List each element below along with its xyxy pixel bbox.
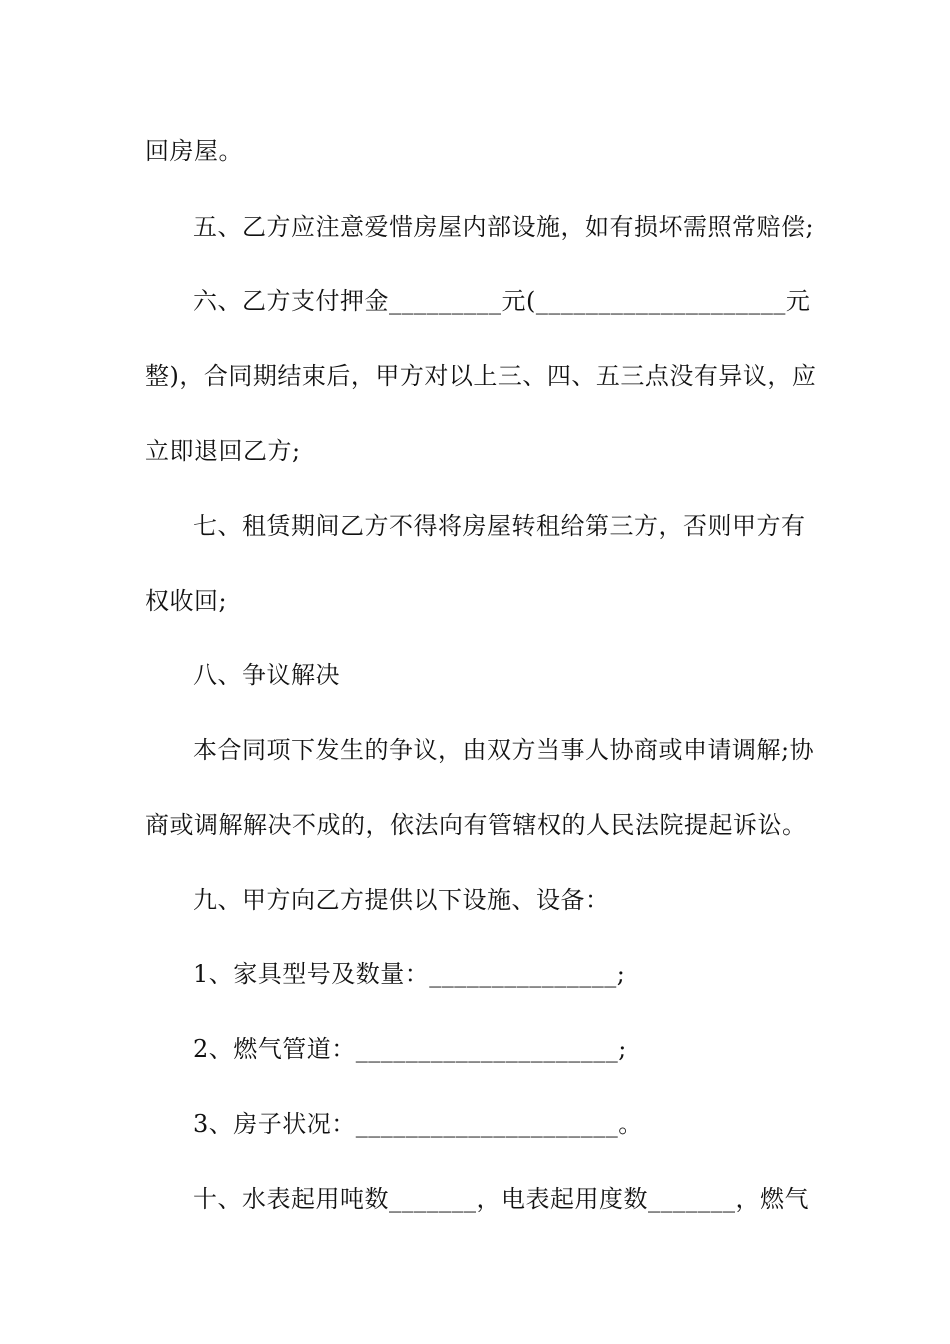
facility-item-house-condition: 3、房子状况：_____________________。 (193, 1110, 643, 1138)
facility-item-gas: 2、燃气管道：_____________________; (193, 1035, 627, 1063)
paragraph-line: 商或调解解决不成的，依法向有管辖权的人民法院提起诉讼。 (145, 811, 807, 839)
clause-five: 五、乙方应注意爱惜房屋内部设施，如有损坏需照常赔偿; (193, 213, 815, 241)
paragraph-line: 权收回; (145, 587, 228, 615)
clause-six: 六、乙方支付押金_________元(____________________元 (193, 287, 811, 315)
clause-seven: 七、租赁期间乙方不得将房屋转租给第三方，否则甲方有 (193, 512, 806, 540)
clause-nine: 九、甲方向乙方提供以下设施、设备： (193, 886, 610, 914)
facility-item-furniture: 1、家具型号及数量：_______________; (193, 960, 626, 988)
paragraph-line: 回房屋。 (145, 137, 243, 165)
paragraph-line: 整)，合同期结束后，甲方对以上三、四、五三点没有异议，应 (145, 362, 817, 390)
clause-ten: 十、水表起用吨数_______，电表起用度数_______，燃气 (193, 1185, 809, 1213)
clause-eight-heading: 八、争议解决 (193, 661, 340, 689)
paragraph-line: 立即退回乙方; (145, 437, 301, 465)
dispute-paragraph: 本合同项下发生的争议，由双方当事人协商或申请调解;协 (193, 736, 815, 764)
